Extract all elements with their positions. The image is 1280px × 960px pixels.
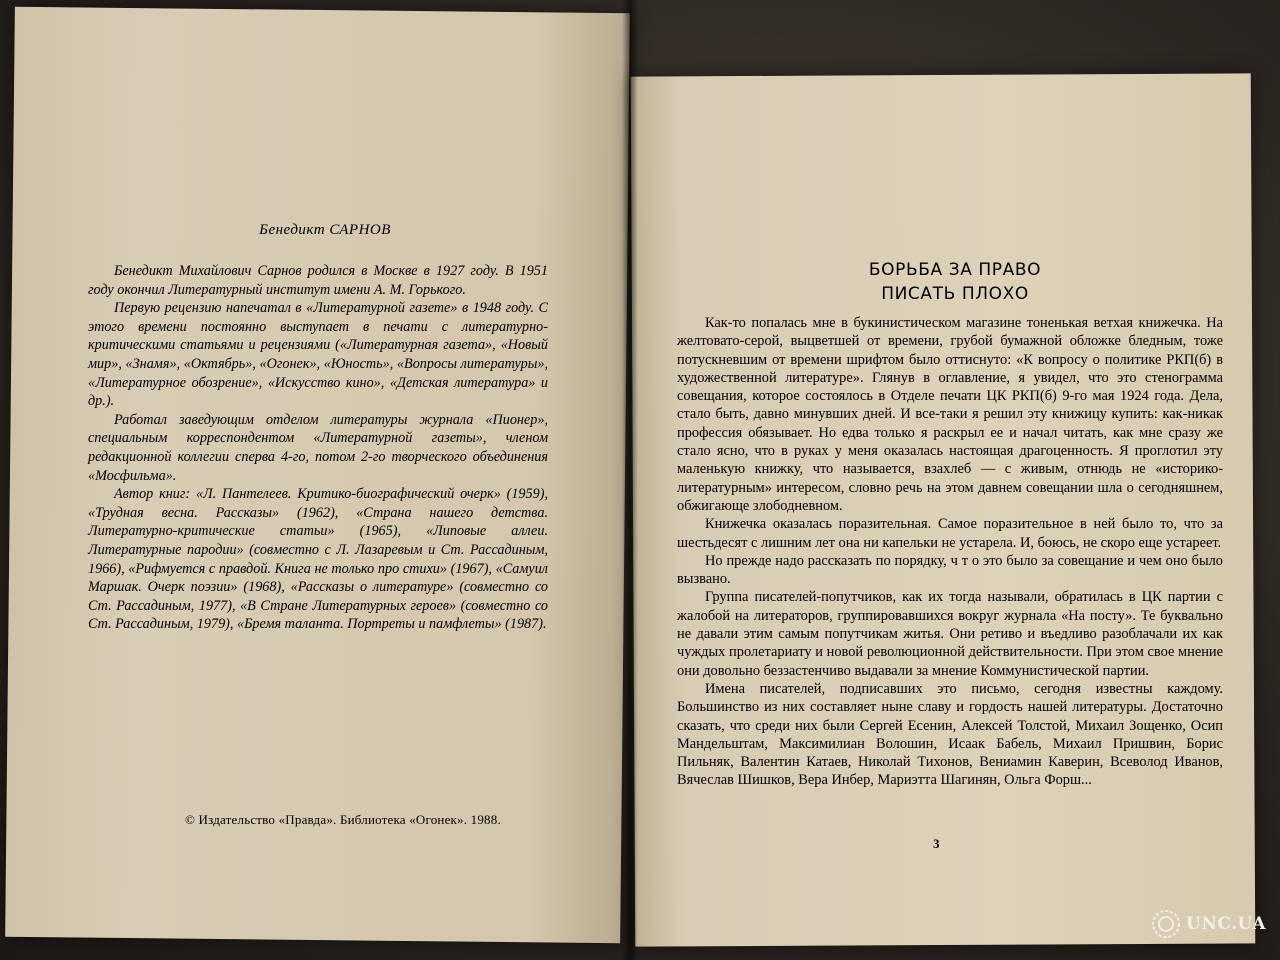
author-heading: Бенедикт САРНОВ xyxy=(259,222,391,238)
body-paragraph: Но прежде надо рассказать по порядку, ч т о это было за совещание и чем оно было вызвано. xyxy=(677,552,1223,588)
page-number: 3 xyxy=(933,836,940,851)
bio-paragraph: Автор книг: «Л. Пантелеев. Критико-биографический очерк» (1959), «Трудная весна. Рассказы» (1962), «Страна нашего детства. Литературно-критические статьи» (1965), «Липовые аллеи. Литературные пародии» (совместно с Л. Лазаревым и Ст. Рассадиным, 1966), «Рифмуется с правдой. Книга не только про стихи» (1967), «Самуил Маршак. Очерк поэзии» (1968), «Рассказы о литературе» (совместно со Ст. Рассадиным, 1977), «В Стране Литературных героев» (совместно со Ст. Рассадиным, 1979), «Бремя таланта. Портреты и памфлеты» (1987). xyxy=(88,486,548,633)
bio-paragraph: Бенедикт Михайлович Сарнов родился в Москве в 1927 году. В 1951 году окончил Литературный институт имени А. М. Горького. xyxy=(88,263,548,298)
body-paragraph: Группа писателей-попутчиков, как их тогда называли, обратилась в ЦК партии с жалобой на литераторов, группировавшихся вокруг журнала «На посту». Те буквально не давали этим самым попутчикам житья. Они ретиво и въедливо разоблачали их как чуждых пролетариату и новой революционной действительности. При этом свое мнение они довольно беззастенчиво выдавали за мнение Коммунистической партии. xyxy=(677,589,1223,679)
article-body xyxy=(677,314,1223,790)
title-line-1: БОРЬБА ЗА ПРАВО xyxy=(868,260,1042,280)
copyright-notice: © Издательство «Правда». Библиотека «Огонек». 1988. xyxy=(185,812,501,827)
body-paragraph: Как-то попалась мне в букинистическом магазине тоненькая ветхая книжечка. На желтовато-серой, выцветшей от времени, грубой бумажной обложке бледным, тоже потускневшим от времени шрифтом было оттиснуто: «К вопросу о политике РКП(б) в художественной литературе». Глянув в оглавление, я увидел, что это стенограмма совещания, которое состоялось в Отделе печати ЦК РКП(б) 9-го мая 1924 года. Дела, стало быть, давно минувших дней. И все-таки я решил эту книжицу купить: как-никак профессия обязывает. Но едва только я раскрыл ее и начал читать, как мне сразу же стало ясно, что в руках у меня оказалась настоящая драгоценность. Я проглотил эту маленькую книжку, что называется, взахлеб — с живым, отнюдь не «историко-литературным» интересом, словно речь на этом давнем совещании шла о сегодняшнем, обжигающе злободневном. xyxy=(677,315,1223,514)
article-title xyxy=(825,258,1085,306)
bio-paragraph: Первую рецензию напечатал в «Литературной газете» в 1948 году. С этого времени постоянно выступает в печати с литературно-критическими статьями и рецензиями («Литературная газета», «Новый мир», «Знамя», «Октябрь», «Огонек», «Юность», «Вопросы литературы», «Литературное обозрение», «Искусство кино», «Детская литература» и др.). xyxy=(88,300,548,410)
body-paragraph: Имена писателей, подписавших это письмо, сегодня известны каждому. Большинство из них составляет ныне славу и гордость нашей литературы. Достаточно сказать, что среди них были Сергей Есенин, Алексей Толстой, Михаил Зощенко, Осип Мандельштам, Максимилиан Волошин, Исаак Бабель, Михаил Пришвин, Борис Пильняк, Валентин Катаев, Николай Тихонов, Вениамин Каверин, Всеволод Иванов, Вячеслав Шишков, Вера Инбер, Мариэтта Шагинян, Ольга Форш... xyxy=(677,680,1223,789)
author-bio xyxy=(88,262,548,634)
title-line-2: ПИСАТЬ ПЛОХО xyxy=(881,284,1029,304)
seal-icon xyxy=(1150,908,1182,940)
bio-paragraph: Работал заведующим отделом литературы журнала «Пионер», специальным корреспондентом «Литературной газеты», членом редакционной коллегии сперва 4-го, потом 2-го творческого объединения «Мосфильма». xyxy=(88,411,548,484)
book-gutter xyxy=(622,0,638,960)
watermark-text: UNC.UA xyxy=(1186,914,1267,934)
body-paragraph: Книжечка оказалась поразительная. Самое поразительное в ней было то, что за шестьдесят с лишним лет она ни капельки не устарела. И, боюсь, не скоро еще устареет. xyxy=(677,516,1223,551)
watermark xyxy=(1150,908,1270,948)
